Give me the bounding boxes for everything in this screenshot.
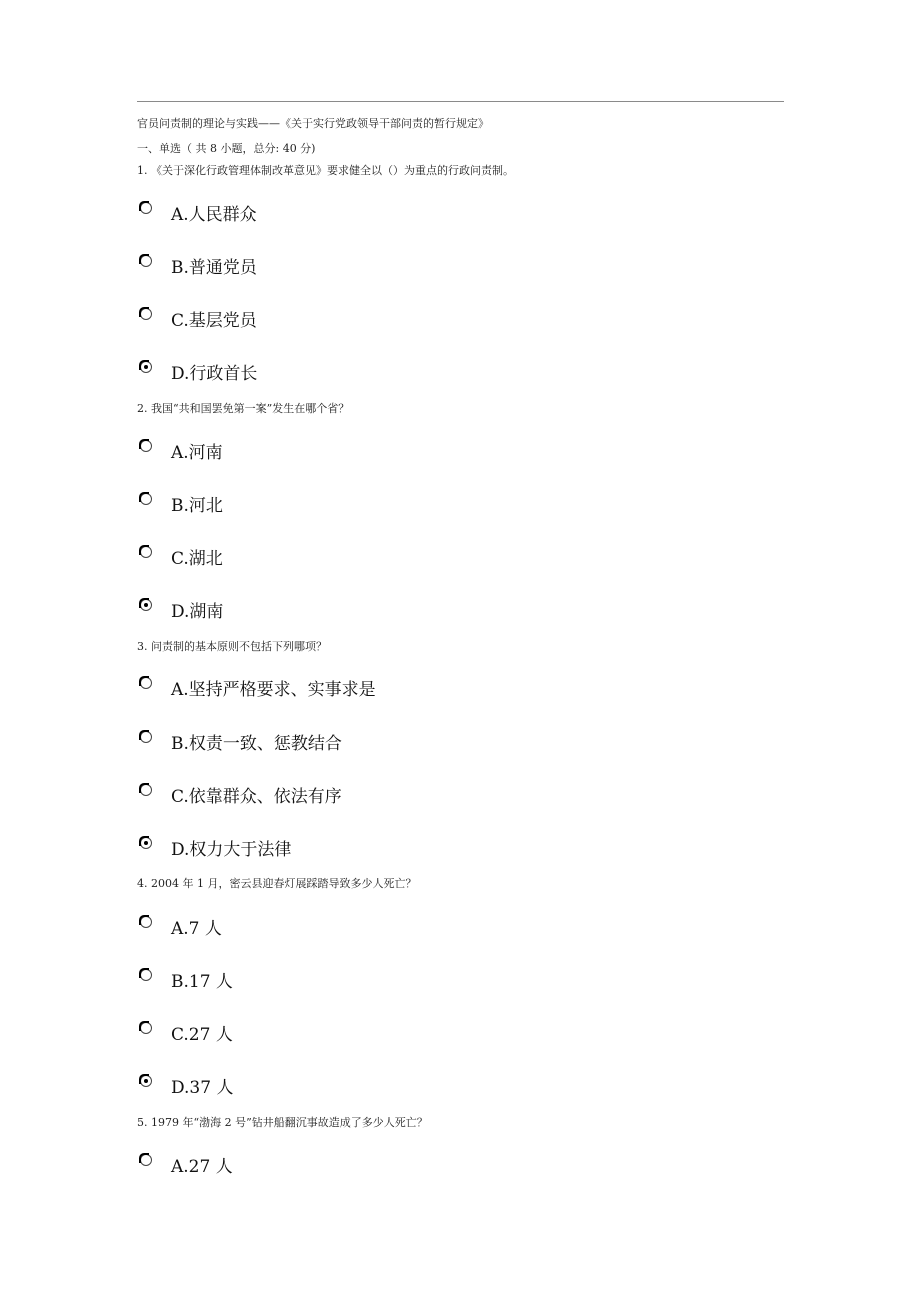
radio-button-icon[interactable]	[140, 731, 152, 743]
option-label: B.河北	[171, 496, 223, 516]
option-label: D.37 人	[171, 1078, 234, 1098]
question-3-option-a[interactable]	[140, 677, 540, 707]
radio-button-icon[interactable]	[140, 255, 152, 267]
question-5-text: 5. 1979 年“渤海 2 号”钻井船翻沉事故造成了多少人死亡？	[137, 1116, 428, 1129]
radio-button-icon[interactable]	[140, 969, 152, 981]
radio-button-icon[interactable]	[140, 493, 152, 505]
question-3-option-d[interactable]	[140, 837, 540, 867]
question-4-option-a[interactable]	[140, 916, 540, 946]
question-5-option-a[interactable]	[140, 1154, 540, 1184]
radio-button-checked-icon[interactable]	[140, 361, 152, 373]
radio-button-checked-icon[interactable]	[140, 599, 152, 611]
radio-button-icon[interactable]	[140, 1154, 152, 1166]
question-1-option-d[interactable]	[140, 361, 540, 391]
question-1-option-b[interactable]	[140, 255, 540, 285]
question-2-option-c[interactable]	[140, 546, 540, 576]
radio-button-icon[interactable]	[140, 677, 152, 689]
option-label: A.7 人	[171, 919, 222, 939]
document-title: 官员问责制的理论与实践——《关于实行党政领导干部问责的暂行规定》	[137, 117, 489, 130]
question-4-option-d[interactable]	[140, 1075, 540, 1105]
question-4-option-c[interactable]	[140, 1022, 540, 1052]
radio-button-checked-icon[interactable]	[140, 837, 152, 849]
radio-button-checked-icon[interactable]	[140, 1075, 152, 1087]
option-label: D.湖南	[171, 602, 224, 622]
radio-button-icon[interactable]	[140, 202, 152, 214]
question-3-text: 3. 问责制的基本原则不包括下列哪项？	[137, 640, 327, 653]
question-4-option-b[interactable]	[140, 969, 540, 999]
option-label: A.坚持严格要求、实事求是	[171, 680, 376, 700]
question-3-option-c[interactable]	[140, 784, 540, 814]
question-2-text: 2. 我国“共和国罢免第一案”发生在哪个省？	[137, 402, 350, 415]
question-4-text: 4. 2004 年 1 月，密云县迎春灯展踩踏导致多少人死亡？	[137, 877, 417, 890]
header-rule	[137, 101, 784, 102]
option-label: B.17 人	[171, 972, 233, 992]
option-label: C.湖北	[171, 549, 223, 569]
question-2-option-d[interactable]	[140, 599, 540, 629]
option-label: D.权力大于法律	[171, 840, 292, 860]
option-label: C.依靠群众、依法有序	[171, 787, 342, 807]
option-label: C.基层党员	[171, 311, 257, 331]
option-label: B.普通党员	[171, 258, 257, 278]
option-label: A.人民群众	[171, 205, 257, 225]
question-1-option-c[interactable]	[140, 308, 540, 338]
option-label: A.27 人	[171, 1157, 233, 1177]
question-2-option-a[interactable]	[140, 440, 540, 470]
question-1-text: 1. 《关于深化行政管理体制改革意见》要求健全以（）为重点的行政问责制。	[137, 164, 514, 177]
radio-button-icon[interactable]	[140, 1022, 152, 1034]
option-label: C.27 人	[171, 1025, 233, 1045]
radio-button-icon[interactable]	[140, 440, 152, 452]
radio-button-icon[interactable]	[140, 546, 152, 558]
radio-button-icon[interactable]	[140, 308, 152, 320]
question-1-option-a[interactable]	[140, 202, 540, 232]
option-label: B.权责一致、惩教结合	[171, 734, 342, 754]
option-label: A.河南	[171, 443, 223, 463]
radio-button-icon[interactable]	[140, 784, 152, 796]
option-label: D.行政首长	[171, 364, 258, 384]
question-2-option-b[interactable]	[140, 493, 540, 523]
question-3-option-b[interactable]	[140, 731, 540, 761]
section-heading: 一、单选（ 共 8 小题，总分: 40 分)	[137, 142, 316, 155]
radio-button-icon[interactable]	[140, 916, 152, 928]
